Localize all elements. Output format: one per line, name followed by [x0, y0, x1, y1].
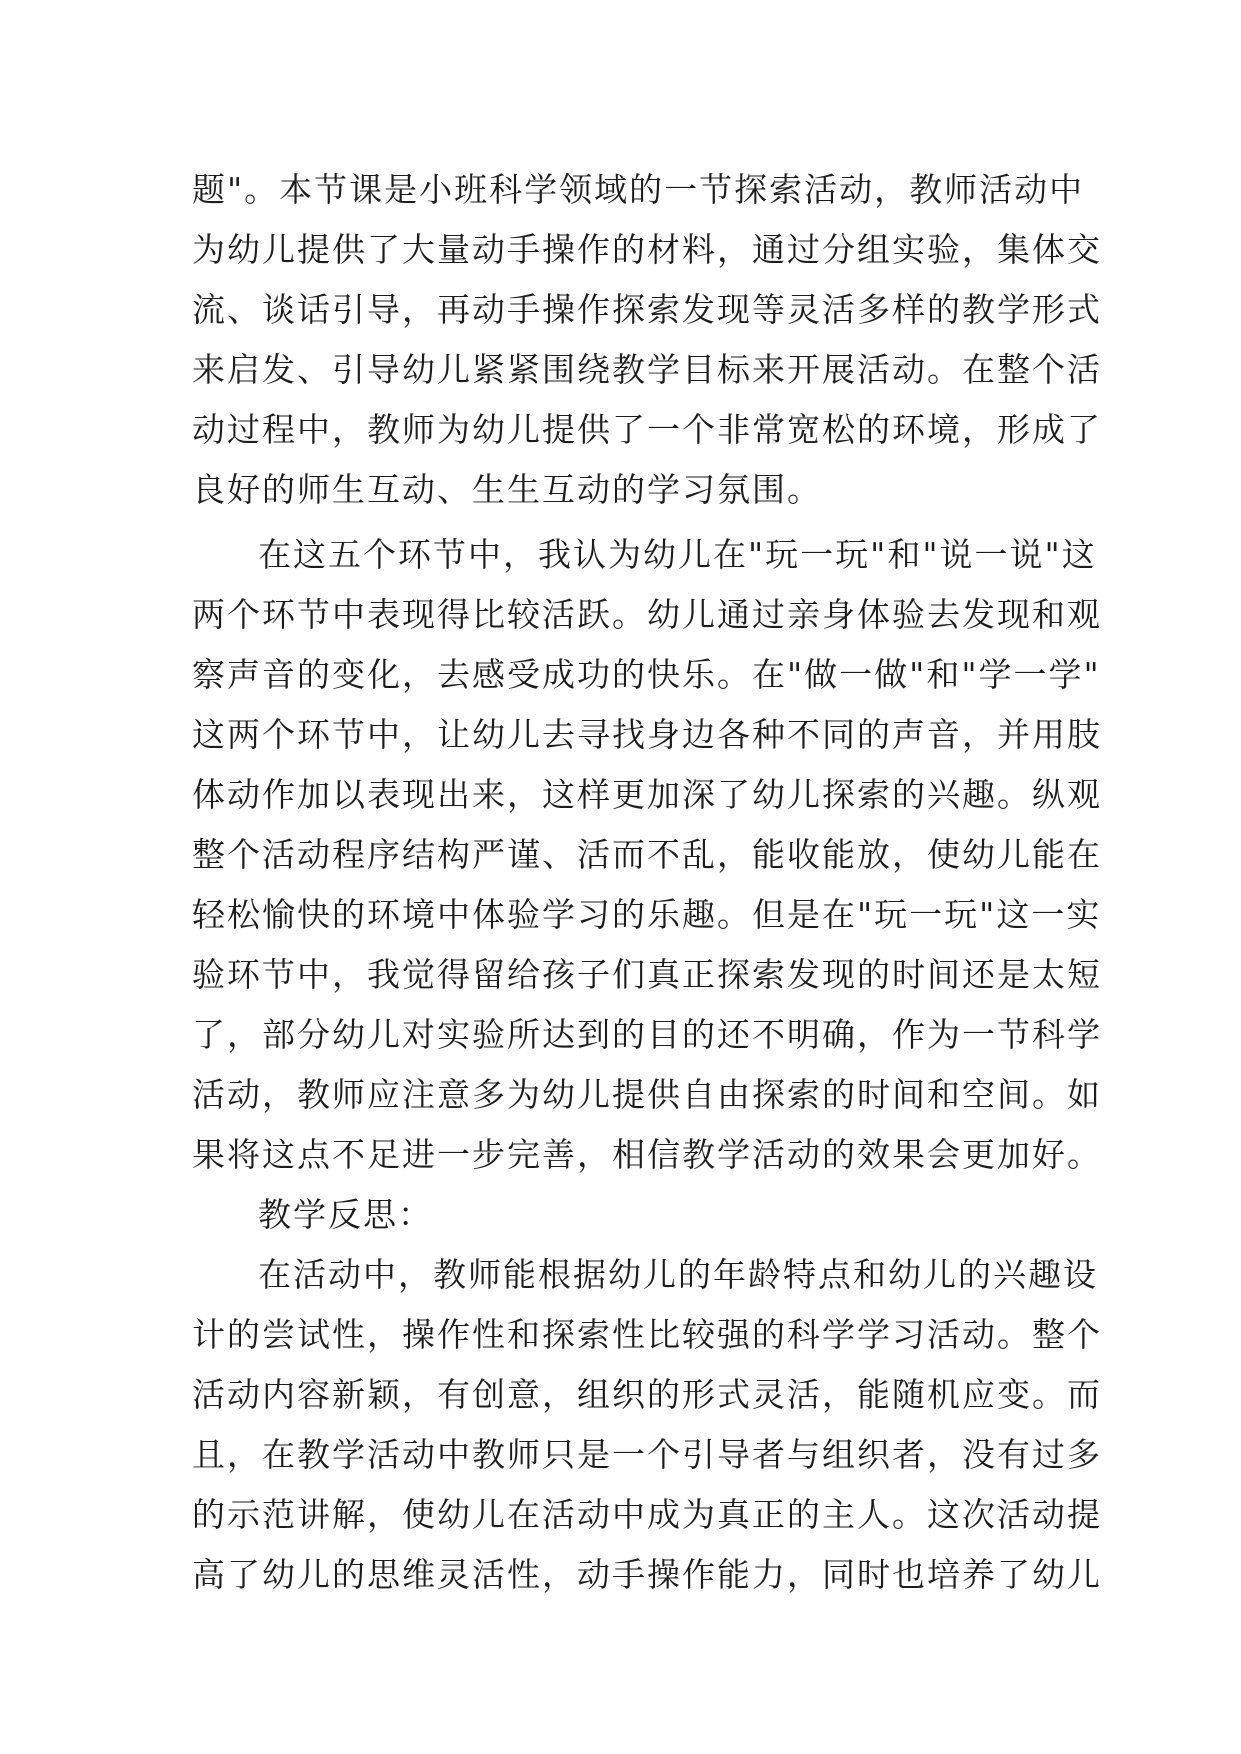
- text-line: 的示范讲解，使幼儿在活动中成为真正的主人。这次活动提: [192, 1495, 1102, 1534]
- text-line: 为幼儿提供了大量动手操作的材料，通过分组实验，集体交: [192, 230, 1102, 269]
- text-line: 在这五个环节中，我认为幼儿在"玩一玩"和"说一说"这: [258, 535, 1097, 574]
- text-line: 这两个环节中，让幼儿去寻找身边各种不同的声音，并用肢: [192, 715, 1102, 754]
- text-line: 整个活动程序结构严谨、活而不乱，能收能放，使幼儿能在: [192, 835, 1102, 874]
- text-line: 活动内容新颖，有创意，组织的形式灵活，能随机应变。而: [192, 1375, 1102, 1414]
- section-heading-teaching-reflection: [192, 1185, 1072, 1245]
- heading-text: 教学反思：: [258, 1195, 433, 1234]
- text-line: 计的尝试性，操作性和探索性比较强的科学学习活动。整个: [192, 1315, 1102, 1354]
- text-line: 流、谈话引导，再动手操作探索发现等灵活多样的教学形式: [192, 290, 1102, 329]
- text-line: 验环节中，我觉得留给孩子们真正探索发现的时间还是太短: [192, 955, 1102, 994]
- text-line: 动过程中，教师为幼儿提供了一个非常宽松的环境，形成了: [192, 410, 1102, 449]
- text-line: 察声音的变化，去感受成功的快乐。在"做一做"和"学一学": [192, 655, 1101, 694]
- text-line: 了，部分幼儿对实验所达到的目的还不明确，作为一节科学: [192, 1015, 1102, 1054]
- text-line: 轻松愉快的环境中体验学习的乐趣。但是在"玩一玩"这一实: [192, 895, 1102, 934]
- paragraph-4: [192, 1245, 1102, 1605]
- text-line: 来启发、引导幼儿紧紧围绕教学目标来开展活动。在整个活: [192, 350, 1102, 389]
- text-line: 在活动中，教师能根据幼儿的年龄特点和幼儿的兴趣设: [258, 1255, 1098, 1294]
- text-line: 两个环节中表现得比较活跃。幼儿通过亲身体验去发现和观: [192, 595, 1102, 634]
- text-line: 题"。本节课是小班科学领域的一节探索活动，教师活动中: [192, 170, 1085, 209]
- text-line: 高了幼儿的思维灵活性，动手操作能力，同时也培养了幼儿: [192, 1555, 1102, 1594]
- text-line: 良好的师生互动、生生互动的学习氛围。: [192, 470, 822, 509]
- paragraph-1: [192, 160, 1102, 520]
- paragraph-2: [192, 525, 1102, 1185]
- text-line: 体动作加以表现出来，这样更加深了幼儿探索的兴趣。纵观: [192, 775, 1102, 814]
- text-line: 且，在教学活动中教师只是一个引导者与组织者，没有过多: [192, 1435, 1102, 1474]
- text-line: 活动，教师应注意多为幼儿提供自由探索的时间和空间。如: [192, 1075, 1102, 1114]
- text-line: 果将这点不足进一步完善，相信教学活动的效果会更加好。: [192, 1135, 1102, 1174]
- document-body: [192, 160, 1102, 1605]
